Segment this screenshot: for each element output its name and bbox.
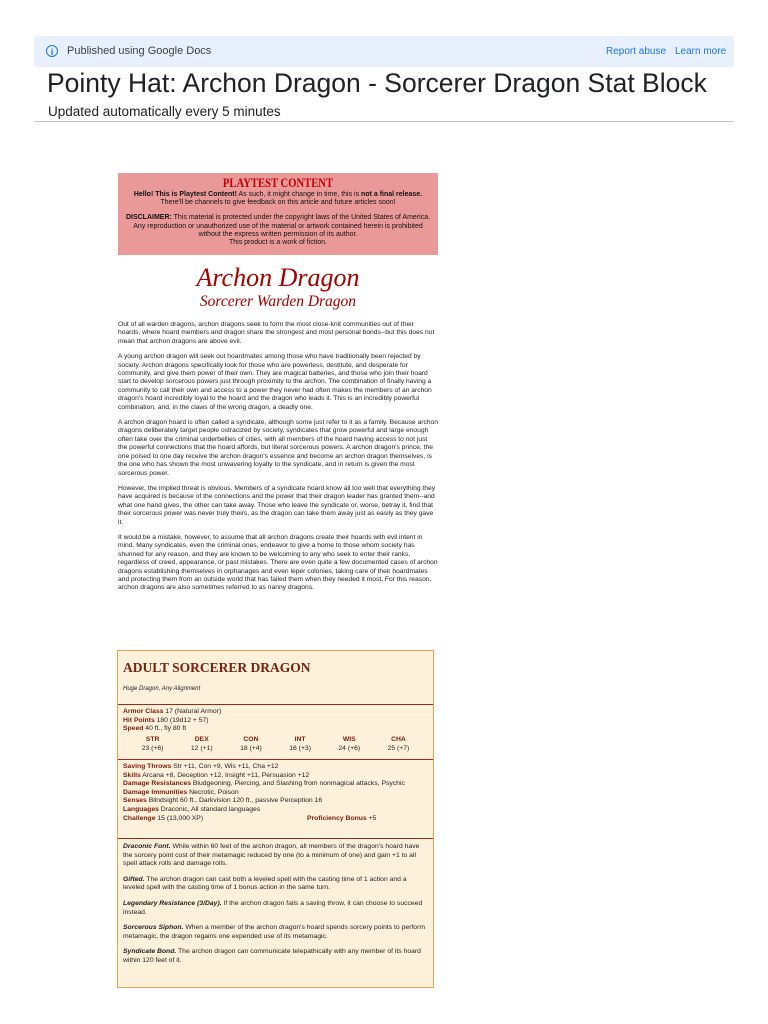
armor-class-line bbox=[123, 708, 428, 717]
skills-line: Skills Arcana +8, Deception +12, Insight +11, Persuasion +12 bbox=[123, 771, 310, 779]
learn-more-link[interactable]: Learn more bbox=[675, 46, 727, 57]
hit-points-label: Hit Points bbox=[123, 716, 155, 724]
stat-divider bbox=[118, 838, 433, 839]
stat-block bbox=[117, 650, 434, 988]
stat-divider bbox=[118, 704, 433, 705]
playtest-disclaimer bbox=[122, 214, 434, 239]
ability-int: INT 16 (+3) bbox=[289, 736, 311, 752]
disclaimer-label: DISCLAIMER: bbox=[125, 214, 172, 222]
article-paragraph: However, the implied threat is obvious. Members of a syndicate hoard know all too well that everything they have acquired is because of the connections and the power that their dragon leader has granted them--and what one hand gives, the other can take away. Those who leave the syndicate or, worse, betray it, find that their sorcerous power was never truly theirs, as the dragon can take them away just as easily as they gave it. bbox=[118, 484, 436, 526]
ability-dex: DEX 12 (+1) bbox=[190, 736, 213, 752]
playtest-feedback: There'll be channels to give feedback on this article and future articles soon! bbox=[160, 199, 396, 207]
article-title: Archon Dragon bbox=[196, 263, 360, 292]
playtest-not-final: not a final release. bbox=[361, 191, 423, 198]
ability-scores bbox=[128, 736, 423, 753]
damage-resistances-line: Damage Resistances Bludgeoning, Piercing, and Slashing from nonmagical attacks, Psychic bbox=[123, 780, 405, 788]
trait: Sorcerous Siphon. When a member of the archon dragon's hoard spends sorcery points to perform metamagic, the dragon regains one expended use of its metamagic. bbox=[123, 924, 426, 940]
hit-points-value: 180 (19d12 + 57) bbox=[154, 716, 209, 724]
document-title: Pointy Hat: Archon Dragon - Sorcerer Dragon Stat Block bbox=[47, 68, 707, 98]
stat-divider bbox=[118, 759, 433, 760]
ability-con: CON 18 (+4) bbox=[240, 736, 262, 752]
saving-throws-line: Saving Throws Str +11, Con +9, Wis +11, Cha +12 bbox=[123, 763, 279, 770]
monster-type: Huge Dragon, Any Alignment bbox=[123, 686, 201, 692]
article-paragraph: A archon dragon hoard is often called a syndicate, although some just refer to it as a family. Because archon dragons deliberately target people ostracized by society, syndicates that grow powerful and large enough often take over the criminal underbellies of cities, with all members of the hoard having access to not just the powerful connections that the hoard affords, but literal sorcerous powers. A archon dragon's prince, the one poised to one day receive the archon dragon's essence and become an archon dragon themselves, is the one who has shown the most unwavering loyalty to the syndicate, and in return is given the most sorcerous power. bbox=[118, 419, 438, 477]
trait: Gifted. The archon dragon can cast both a leveled spell with the casting time of 1 action and a leveled spell with the casting time of 1 bonus action in the same turn. bbox=[123, 875, 407, 892]
published-banner bbox=[34, 36, 734, 67]
languages-line: Languages Draconic, All standard languages bbox=[123, 805, 261, 813]
core-stats bbox=[123, 708, 428, 734]
update-notice: Updated automatically every 5 minutes bbox=[48, 104, 281, 119]
article-body bbox=[118, 321, 438, 600]
speed-label: Speed bbox=[123, 725, 144, 733]
article-paragraph: It would be a mistake, however, to assume that all archon dragons create their hoards with evil intent in mind. Many syndicates, even the criminal ones, endeavor to give a home to those whom society has shunned for any reason, and they are known to be welcoming to any who seek to enter their ranks, regardless of creed, appearance, or past mistakes. There are even quite a few documented cases of archon dragons establishing themselves in orphanages and even leper colonies, taking care of their hoardmates and protecting them from an outside world that has failed them when they needed it most. For this reason, archon dragons are also sometimes referred to as nanny dragons. bbox=[118, 533, 438, 592]
senses-line: Senses Blindsight 60 ft., Darkvision 120 ft., passive Perception 16 bbox=[123, 797, 323, 805]
damage-immunities-line: Damage Immunities Necrotic, Poison bbox=[123, 788, 239, 796]
ability-str: STR 23 (+6) bbox=[141, 736, 164, 752]
playtest-intro-text: As such, it might change in time, this is bbox=[236, 191, 362, 198]
article-paragraph: A young archon dragon will seek out hoardmates among those who have traditionally been rejected by society. Archon dragons specifically look for those who are powerless, destitute, and desperate for community, and give them power of their own. They are magical batteries, and those who join their hoard start to develop sorcerous powers just through proximity to the archon. The combination of finally having a community to call their own and access to a power they never had often makes the members of an archon dragon's hoard incredibly loyal to the hoard and the dragon who leads it. This is an incredibly powerful combination, and, in the claws of the wrong dragon, a deadly one. bbox=[118, 353, 432, 411]
report-abuse-link[interactable]: Report abuse bbox=[606, 46, 667, 57]
traits bbox=[123, 843, 428, 973]
ability-wis: WIS 24 (+6) bbox=[338, 736, 361, 752]
speed-line bbox=[123, 725, 428, 734]
trait: Legendary Resistance (3/Day). If the archon dragon fails a saving throw, it can choose to succeed instead. bbox=[123, 899, 423, 916]
playtest-heading: PLAYTEST CONTENT bbox=[222, 176, 334, 190]
trait: Draconic Font. While within 60 feet of the archon dragon, all members of the dragon's hoard have the sorcery point cost of their metamagic reduced by one (to a minimum of one) and gain +1 to all spell attack rolls and damage rolls. bbox=[123, 843, 420, 868]
disclaimer-text: This material is protected under the copyright laws of the United States of America. Any reproduction or unauthorized use of the material or artwork contained herein is prohibited without the express written permission of its author. bbox=[133, 214, 431, 238]
fiction-notice: This product is a work of fiction. bbox=[228, 239, 328, 247]
armor-class-value: 17 (Natural Armor) bbox=[163, 708, 222, 715]
article-paragraph: Out of all warden dragons, archon dragons seek to form the most close-knit communities out of their hoards, where hoard members and dragon share the strongest and most personal bonds--but this does not mean that archon dragons are above evil. bbox=[118, 321, 435, 345]
playtest-intro bbox=[122, 191, 434, 199]
playtest-hello: Hello! This is Playtest Content! bbox=[133, 191, 237, 198]
info-icon: i bbox=[46, 45, 58, 57]
playtest-notice bbox=[118, 173, 438, 255]
published-label: Published using Google Docs bbox=[67, 45, 212, 57]
hit-points-line bbox=[123, 717, 428, 726]
secondary-stats bbox=[123, 763, 428, 823]
armor-class-label: Armor Class bbox=[123, 708, 164, 715]
ability-cha: CHA 25 (+7) bbox=[387, 736, 410, 752]
speed-value: 40 ft., fly 80 ft bbox=[143, 725, 187, 733]
monster-name: ADULT SORCERER DRAGON bbox=[123, 660, 311, 675]
proficiency-bonus: Proficiency Bonus +5 bbox=[307, 814, 377, 822]
challenge-line: Challenge 15 (13,000 XP) Proficiency Bonus +5 bbox=[123, 814, 377, 822]
header-divider bbox=[34, 121, 734, 122]
trait: Syndicate Bond. The archon dragon can communicate telepathically with any member of its hoard within 120 feet of it. bbox=[123, 948, 421, 964]
article-subtitle: Sorcerer Warden Dragon bbox=[199, 293, 357, 310]
